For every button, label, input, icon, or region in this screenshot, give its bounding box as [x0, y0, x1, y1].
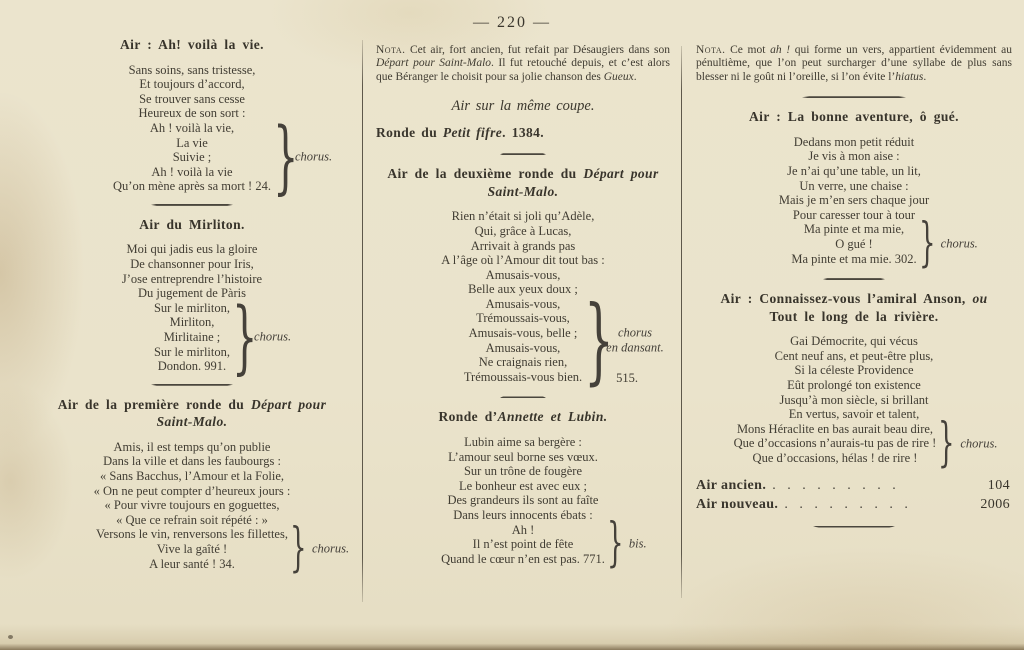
poem-line: Si la céleste Providence — [794, 363, 914, 378]
poem — [374, 434, 672, 574]
nota-paragraph — [694, 44, 1014, 84]
chorus-lines — [113, 121, 271, 194]
poem-line: A leur santé ! 34. — [149, 556, 235, 571]
chorus-brace: } — [272, 110, 299, 204]
poem-line: Ma pinte et ma mie. 302. — [791, 251, 917, 266]
poem-free-lines — [694, 334, 1014, 422]
poem-line: Qui, grâce à Lucas, — [474, 223, 572, 238]
text-segment: Saint-Malo. — [487, 183, 559, 199]
chorus-brace: } — [232, 290, 258, 384]
poem-line: De chansonner pour Iris, — [130, 257, 254, 272]
index-dot-leader: . . . . . . . . . — [772, 477, 900, 493]
poem-line: Moi qui jadis eus la gloire — [126, 242, 258, 257]
text-segment: Air : Ah! voilà la vie. — [120, 37, 264, 52]
poem — [28, 242, 356, 384]
text-segment: Air de la deuxième ronde du — [387, 166, 584, 182]
text-segment: chorus. — [294, 150, 333, 165]
text-segment: Petit fifre — [442, 125, 503, 141]
poem — [28, 439, 356, 579]
text-segment: Cet air, fort ancien, fut refait par Désaugiers dans son — [405, 44, 670, 56]
poem-line: Trémoussais-vous, — [476, 311, 570, 326]
poem-line: Eût prolongé ton existence — [787, 377, 921, 392]
poem-line: Du jugement de Pàris — [138, 286, 246, 301]
ronde-petit-fifre-line — [376, 125, 672, 141]
index-label: Air ancien. — [696, 477, 767, 493]
poem-line: Sans soins, sans tristesse, — [128, 62, 256, 77]
chorus-lines — [791, 222, 916, 266]
air-index — [694, 476, 1014, 514]
poem — [694, 334, 1014, 473]
section-rule — [500, 396, 546, 398]
poem-line: La vie — [176, 135, 208, 150]
song-title — [28, 216, 356, 234]
column-1 — [28, 36, 356, 579]
chorus-label — [254, 330, 291, 345]
text-segment: hiatus — [895, 70, 924, 83]
poem-line: Mais je m’en sers chaque jour — [778, 193, 930, 208]
poem-line: Dedans mon petit réduit — [793, 134, 915, 149]
chorus-lines — [464, 297, 582, 385]
text-segment: chorus. — [311, 542, 350, 557]
section-rule — [151, 204, 233, 206]
chorus-brace: } — [289, 518, 307, 579]
poem-line: Belle aux yeux doux ; — [468, 282, 578, 297]
poem-line: Quand le cœur n’en est pas. 771. — [441, 551, 605, 566]
nota-paragraph — [374, 44, 672, 84]
chorus-label — [295, 150, 332, 165]
text-segment: chorus. — [960, 436, 998, 451]
section-rule — [802, 96, 906, 98]
text-segment: Nota. — [376, 44, 406, 56]
text-segment: Tout le long de la rivière. — [769, 308, 939, 324]
text-segment: bis. — [628, 537, 647, 552]
poem-line: Suivie ; — [172, 150, 212, 165]
poem-line: Vive la gaîté ! — [156, 542, 228, 557]
poem-line: Dans la ville et dans les faubourgs : — [103, 454, 281, 469]
song-title — [694, 290, 1014, 325]
index-dot-leader: . . . . . . . . . — [784, 496, 912, 512]
poem-line: Amusais-vous, — [485, 267, 561, 282]
poem-line: Trémoussais-vous bien. — [463, 369, 583, 384]
text-segment: ou — [972, 291, 988, 307]
chorus-label — [941, 237, 978, 252]
poem-line: Rien n’était si joli qu’Adèle, — [451, 209, 595, 224]
poem-line: Jusqu’à mon siècle, si brillant — [779, 392, 929, 407]
index-row — [694, 495, 1014, 514]
song-title — [28, 36, 356, 54]
poem-line: Versons le vin, renversons les fillettes, — [96, 527, 288, 542]
poem-line: Je n’ai qu’une table, un lit, — [787, 163, 921, 178]
song-title — [374, 165, 672, 200]
text-segment: Ronde du — [376, 125, 443, 141]
poem-line: Des grandeurs ils sont au faîte — [447, 493, 599, 508]
text-segment: Air sur la même coupe. — [451, 98, 595, 115]
poem-line: Sur un trône de fougère — [463, 464, 583, 479]
poem-line: « On ne peut compter d’heureux jours : — [93, 483, 291, 498]
text-segment: chorus. — [254, 330, 292, 344]
poem-line: En vertus, savoir et talent, — [788, 407, 920, 422]
text-segment: Saint-Malo. — [156, 414, 228, 430]
text-segment: Air : La bonne aventure, ô gué. — [749, 109, 959, 125]
text-segment: Nota. — [696, 44, 726, 56]
poem-line: Mirliton, — [169, 315, 215, 330]
index-number: 104 — [987, 477, 1010, 493]
chorus-label — [606, 325, 664, 356]
poem-line: Amusais-vous, — [485, 296, 561, 311]
text-segment: . — [633, 70, 637, 83]
poem — [28, 62, 356, 204]
text-segment: qui forme un vers, appartient évidemment au pénultième, que l’on peut surcharger d’une syllabe de plus sans blesser ni le goût ni l’oreille, si l’on évite l’ — [696, 44, 1012, 83]
poem-line: Un verre, une chaise : — [799, 178, 909, 193]
chorus-label — [960, 436, 997, 451]
poem-line: Que d’occasions, hélas ! de rire ! — [752, 450, 918, 465]
chorus-lines — [734, 422, 937, 466]
song-title — [694, 108, 1014, 126]
poem-free-lines — [694, 135, 1014, 223]
text-segment: . Il fut retouché depuis, et c’est alors que Béranger le choisit pour sa jolie chanson des — [376, 57, 670, 83]
chorus-brace: } — [918, 213, 936, 274]
song-title — [28, 396, 356, 431]
poem-line: Pour caresser tour à tour — [792, 207, 916, 222]
page-number: — 220 — — [473, 14, 551, 31]
column-3 — [694, 44, 1014, 538]
index-number: 2006 — [980, 496, 1010, 512]
poem-line: Cent neuf ans, et peut-être plus, — [774, 348, 934, 363]
air-same-meter-line — [374, 98, 672, 115]
poem-line: « Que ce refrain soit répété : » — [116, 512, 268, 527]
text-segment: chorus — [617, 325, 652, 340]
poem-line: A l’âge où l’Amour dit tout bas : — [441, 253, 605, 268]
poem-line: Lubin aime sa bergère : — [464, 434, 582, 449]
poem-free-lines — [374, 209, 672, 297]
poem-line: J’ose entreprendre l’histoire — [121, 271, 263, 286]
air-number: 515. — [616, 370, 639, 385]
poem-line: Amusais-vous, — [485, 340, 561, 355]
column-2 — [374, 44, 672, 574]
poem-line: Ma pinte et ma mie, — [803, 222, 905, 237]
index-row — [694, 476, 1014, 495]
chorus-brace: } — [584, 285, 615, 395]
poem-line: Ne craignais rien, — [478, 355, 568, 370]
text-segment: Ronde d’ — [438, 409, 498, 425]
poem-line: Dondon. 991. — [157, 359, 227, 374]
poem-line: Heureux de son sort : — [138, 106, 246, 121]
poem-line: Sur le mirliton, — [153, 344, 231, 359]
chorus-label — [312, 542, 349, 557]
poem-line: Le bonheur est avec eux ; — [458, 478, 588, 493]
poem-line: Et toujours d’accord, — [139, 77, 245, 92]
chorus-brace: } — [606, 513, 624, 574]
poem-free-lines — [28, 440, 356, 528]
poem-line: Mirlitaine ; — [163, 330, 221, 344]
poem-line: « Pour vivre toujours en goguettes, — [104, 498, 280, 513]
poem-line: O gué ! — [835, 236, 873, 251]
text-segment: Départ pour — [583, 166, 659, 182]
poem-line: Ah ! voilà la vie — [151, 164, 233, 179]
text-segment: chorus. — [940, 236, 978, 251]
poem — [374, 209, 672, 395]
text-segment: ah ! — [770, 44, 791, 56]
text-segment: . — [923, 70, 927, 83]
text-segment: Gueux — [603, 70, 634, 83]
poem-line: Il n’est point de fête — [472, 537, 574, 552]
section-rule — [823, 278, 885, 280]
paper-speck — [8, 635, 13, 639]
poem-line: Ah ! voilà la vie, — [149, 120, 235, 135]
text-segment: Air de la première ronde du — [57, 396, 251, 412]
chorus-lines — [96, 527, 288, 571]
poem-line: Se trouver sans cesse — [139, 91, 245, 106]
poem-line: Dans leurs innocents ébats : — [453, 507, 593, 522]
poem-line: Mons Héraclite en bas aurait beau dire, — [736, 421, 934, 436]
poem-line: Amusais-vous, belle ; — [468, 326, 578, 341]
text-segment: en dansant. — [606, 340, 664, 355]
text-segment: Ce mot — [725, 44, 771, 56]
poem-line: Gai Démocrite, qui vécus — [790, 334, 918, 349]
poem-line: Que d’occasions n’aurais-tu pas de rire ! — [733, 436, 937, 451]
poem — [694, 134, 1014, 274]
poem-line: Je vis à mon aise : — [808, 149, 900, 164]
poem-line: Ah ! — [511, 522, 535, 537]
section-rule — [500, 153, 546, 155]
section-rule — [813, 526, 895, 528]
song-title — [374, 408, 672, 426]
section-rule — [151, 384, 233, 386]
poem-line: Amis, il est temps qu’on publie — [113, 439, 271, 454]
chorus-lines — [154, 301, 230, 374]
poem-free-lines — [28, 242, 356, 300]
column-divider-left — [362, 40, 363, 602]
index-label: Air nouveau. — [696, 496, 779, 512]
poem-line: Sur le mirliton, — [153, 300, 231, 315]
chorus-brace: } — [938, 412, 955, 473]
poem-line: Arrivait à grands pas — [470, 238, 576, 253]
column-divider-right — [681, 46, 682, 598]
text-segment: Air du Mirliton. — [139, 216, 245, 232]
poem-free-lines — [374, 435, 672, 523]
text-segment: Air : Connaissez-vous l’amiral Anson, — [720, 291, 973, 307]
poem-free-lines — [28, 63, 356, 121]
poem-line: L’amour seul borne ses vœux. — [448, 449, 598, 464]
chorus-lines — [441, 523, 605, 567]
text-segment: . 1384. — [502, 125, 545, 141]
text-segment: Annette et Lubin. — [497, 409, 608, 425]
text-segment: Départ pour — [250, 396, 327, 412]
chorus-label — [629, 537, 647, 552]
text-segment: Départ pour Saint-Malo — [376, 57, 492, 70]
poem-line: Qu’on mène après sa mort ! 24. — [113, 179, 271, 194]
poem-line: « Sans Bacchus, l’Amour et la Folie, — [100, 469, 284, 484]
